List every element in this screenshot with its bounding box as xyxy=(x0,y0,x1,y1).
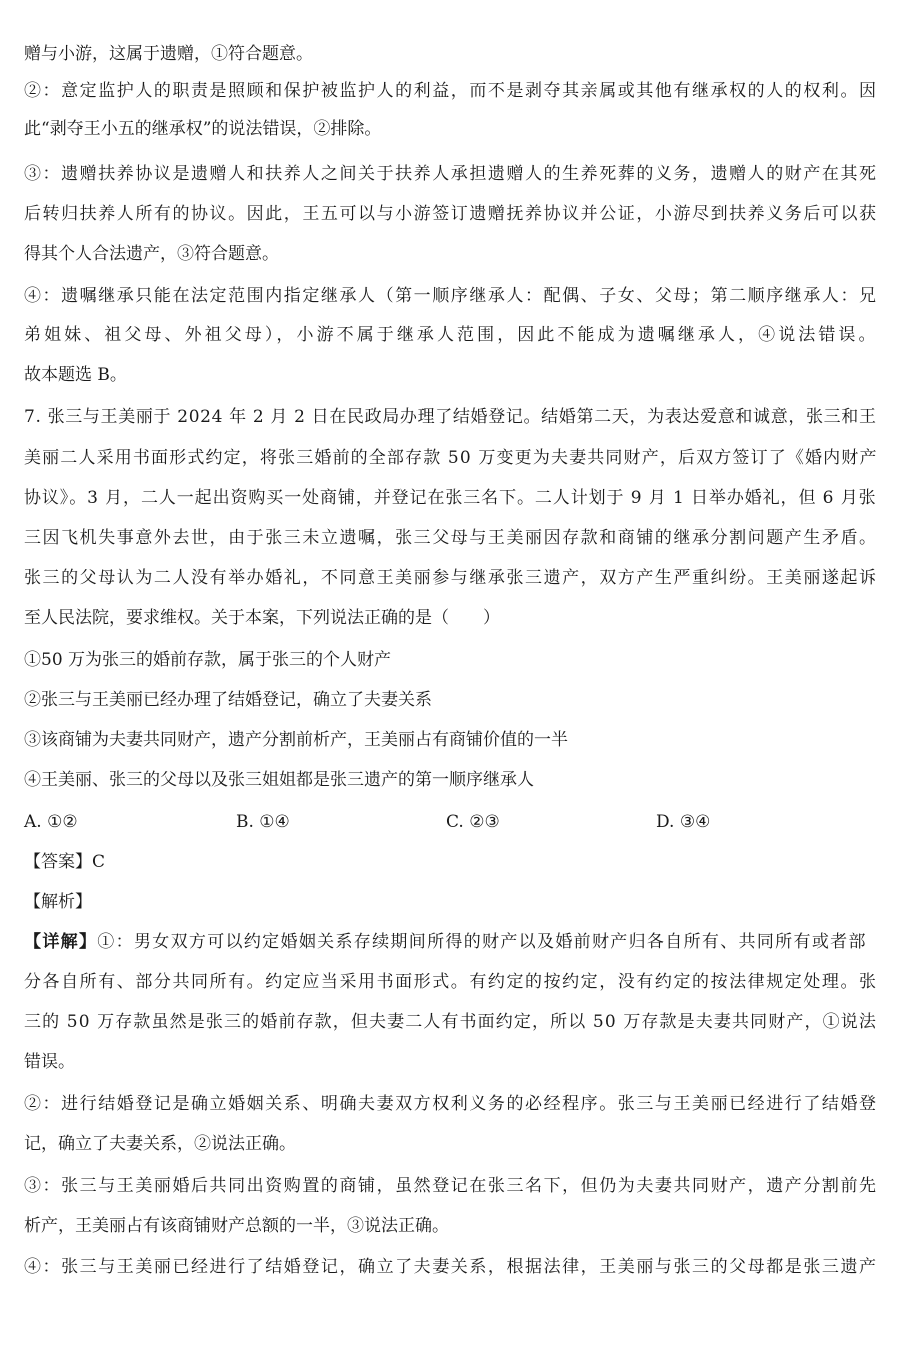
detail-line: 分各自所有、部分共同所有。约定应当采用书面形式。有约定的按约定，没有约定的按法律规定处理。张 xyxy=(24,972,878,992)
detail-line: ②：进行结婚登记是确立婚姻关系、明确夫妻双方权利义务的必经程序。张三与王美丽已经进行了结婚登 xyxy=(24,1094,878,1114)
detail-line: ④：张三与王美丽已经进行了结婚登记，确立了夫妻关系，根据法律，王美丽与张三的父母都是张三遗产 xyxy=(24,1257,878,1277)
text-line: 弟姐妹、祖父母、外祖父母），小游不属于继承人范围，因此不能成为遗嘱继承人，④说法错误。 xyxy=(24,325,879,345)
text-line: 赠与小游，这属于遗赠，①符合题意。 xyxy=(24,44,313,64)
statement-2: ②张三与王美丽已经办理了结婚登记，确立了夫妻关系 xyxy=(24,690,432,710)
option-d: D. ③④ xyxy=(656,812,711,832)
option-c: C. ②③ xyxy=(446,812,500,832)
text-line: 得其个人合法遗产，③符合题意。 xyxy=(24,244,279,264)
analysis-label: 【解析】 xyxy=(24,892,92,912)
statement-4: ④王美丽、张三的父母以及张三姐姐都是张三遗产的第一顺序继承人 xyxy=(24,770,534,790)
question-text-line: 协议》。3 月，二人一起出资购买一处商铺，并登记在张三名下。二人计划于 9 月 1 日举办婚礼，但 6 月张 xyxy=(24,488,877,508)
text-line: ④：遗嘱继承只能在法定范围内指定继承人（第一顺序继承人：配偶、子女、父母；第二顺序继承人：兄 xyxy=(24,286,878,306)
detail-first-line xyxy=(24,931,867,953)
detail-line: 记，确立了夫妻关系，②说法正确。 xyxy=(24,1134,296,1154)
statement-3: ③该商铺为夫妻共同财产，遗产分割前析产，王美丽占有商铺价值的一半 xyxy=(24,730,568,750)
detail-label: 【详解】 xyxy=(24,932,98,952)
option-a: A. ①② xyxy=(24,812,78,832)
question-text-line: 张三的父母认为二人没有举办婚礼，不同意王美丽参与继承张三遗产，双方产生严重纠纷。王美丽遂起诉 xyxy=(24,568,878,588)
text-line: ②：意定监护人的职责是照顾和保护被监护人的利益，而不是剥夺其亲属或其他有继承权的人的权利。因 xyxy=(24,81,878,101)
option-b: B. ①④ xyxy=(236,812,290,832)
question-text-line: 三因飞机失事意外去世，由于张三未立遗嘱，张三父母与王美丽因存款和商铺的继承分割问题产生矛盾。 xyxy=(24,528,878,548)
text-line: ③：遗赠扶养协议是遗赠人和扶养人之间关于扶养人承担遗赠人的生养死葬的义务，遗赠人的财产在其死 xyxy=(24,164,878,184)
detail-line: 析产，王美丽占有该商铺财产总额的一半，③说法正确。 xyxy=(24,1216,449,1236)
question-text-line: 美丽二人采用书面形式约定，将张三婚前的全部存款 50 万变更为夫妻共同财产，后双方签订了《婚内财产 xyxy=(24,448,878,468)
detail-line: ③：张三与王美丽婚后共同出资购置的商铺，虽然登记在张三名下，但仍为夫妻共同财产，遗产分割前先 xyxy=(24,1176,878,1196)
text-line: 后转归扶养人所有的协议。因此，王五可以与小游签订遗赠抚养协议并公证，小游尽到扶养义务后可以获 xyxy=(24,204,878,224)
detail-text: ①：男女双方可以约定婚姻关系存续期间所得的财产以及婚前财产归各自所有、共同所有或者部 xyxy=(97,932,867,952)
question-text-line: 7. 张三与王美丽于 2024 年 2 月 2 日在民政局办理了结婚登记。结婚第二天，为表达爱意和诚意，张三和王 xyxy=(24,407,877,427)
question-text-line: 至人民法院，要求维权。关于本案，下列说法正确的是（ ） xyxy=(24,608,500,628)
statement-1: ①50 万为张三的婚前存款，属于张三的个人财产 xyxy=(24,650,392,670)
detail-line: 错误。 xyxy=(24,1052,75,1072)
text-line: 故本题选 B。 xyxy=(24,365,127,385)
answer-label: 【答案】C xyxy=(24,852,106,872)
text-line: 此“剥夺王小五的继承权”的说法错误，②排除。 xyxy=(24,119,382,139)
detail-line: 三的 50 万存款虽然是张三的婚前存款，但夫妻二人有书面约定，所以 50 万存款是夫妻共同财产，①说法 xyxy=(24,1012,877,1032)
